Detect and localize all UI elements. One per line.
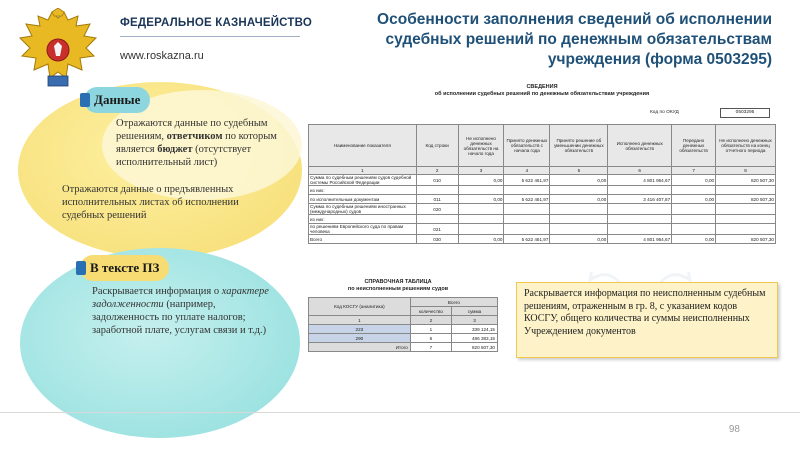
table-cell: 0,00 bbox=[550, 175, 608, 186]
table-cell bbox=[672, 186, 716, 195]
column-header: Наименование показателя bbox=[309, 125, 417, 167]
table-cell bbox=[458, 215, 504, 224]
data-label: Данные bbox=[84, 87, 150, 113]
table-cell bbox=[550, 215, 608, 224]
table-cell: 0,00 bbox=[672, 175, 716, 186]
reference-grid bbox=[308, 297, 498, 352]
table-cell: 5 622 461,97 bbox=[504, 195, 550, 204]
table-row: 290 6 486 383,15 bbox=[309, 334, 498, 343]
bullet-icon bbox=[80, 93, 90, 107]
table-row bbox=[309, 204, 776, 215]
table-cell: Сумма по судебным решениям судов судебной системы Российской Федерации bbox=[309, 175, 417, 186]
table-cell: 0,00 bbox=[550, 235, 608, 244]
table-row bbox=[309, 186, 776, 195]
column-number: 8 bbox=[716, 167, 776, 175]
form-title: СВЕДЕНИЯ об исполнении судебных решений по денежным обязательствам учреждения bbox=[434, 84, 650, 97]
column-header: Передано денежных обязательств bbox=[672, 125, 716, 167]
table-cell bbox=[608, 215, 672, 224]
table-cell: 0,00 bbox=[458, 175, 504, 186]
table-cell bbox=[716, 204, 776, 215]
table-cell bbox=[608, 186, 672, 195]
column-header: количество bbox=[410, 307, 451, 316]
table-cell: 021 bbox=[416, 224, 458, 235]
column-header: сумма bbox=[451, 307, 497, 316]
table-cell: 4 801 954,67 bbox=[608, 175, 672, 186]
table-cell: 0,00 bbox=[458, 195, 504, 204]
reference-table bbox=[308, 277, 508, 357]
double-headed-eagle-emblem-icon bbox=[14, 8, 102, 90]
table-cell bbox=[550, 204, 608, 215]
column-number: 1 bbox=[309, 316, 411, 325]
reference-table-title: СПРАВОЧНАЯ ТАБЛИЦА по неисполненным решениям судов bbox=[347, 279, 449, 292]
table-cell: 010 bbox=[416, 175, 458, 186]
table-cell: 820 507,30 bbox=[716, 175, 776, 186]
table-cell bbox=[608, 224, 672, 235]
column-header: Принято решение об уменьшении денежных обязательств bbox=[550, 125, 608, 167]
section2-text: Отражаются данные о предъявленных исполнительных листах об исполнении судебных решений bbox=[62, 184, 239, 221]
column-header: Код строки bbox=[416, 125, 458, 167]
section1-text: Отражаются данные по судебным решениям, ответчиком по которым является бюджет (отсутствует исполнительный лист) bbox=[116, 118, 277, 168]
section3-text: Раскрывается информация о характере задолженности (например, задолженность по уплате налогов; заработной плате, услугам связи и т.д.) bbox=[92, 286, 269, 336]
okud-code: Код по ОКУД 0503295 bbox=[650, 108, 770, 118]
table-cell bbox=[504, 215, 550, 224]
table-row bbox=[309, 215, 776, 224]
table-cell bbox=[716, 215, 776, 224]
table-row bbox=[309, 224, 776, 235]
table-row bbox=[309, 175, 776, 186]
callout-note: Раскрывается информация по неисполненным судебным решениям, отраженным в гр. 8, с указанием кодов КОСГУ, общего количества и суммы неисполненных Учреждением документов bbox=[516, 282, 778, 358]
column-header: Всего bbox=[410, 298, 497, 307]
column-number: 7 bbox=[672, 167, 716, 175]
table-row bbox=[309, 235, 776, 244]
table-cell: Всего bbox=[309, 235, 417, 244]
column-number: 4 bbox=[504, 167, 550, 175]
table-cell: по решениям Европейского суда по правам человека bbox=[309, 224, 417, 235]
column-header: Не исполнено денежных обязательств на конец отчетного периода bbox=[716, 125, 776, 167]
column-number: 6 bbox=[608, 167, 672, 175]
table-cell: 5 622 461,97 bbox=[504, 235, 550, 244]
table-cell bbox=[550, 224, 608, 235]
table-cell: 0,00 bbox=[672, 195, 716, 204]
divider bbox=[120, 36, 300, 37]
table-cell: 5 622 461,97 bbox=[504, 175, 550, 186]
table-cell bbox=[672, 224, 716, 235]
page-number: 98 bbox=[728, 424, 740, 435]
form-0503295 bbox=[308, 80, 776, 272]
table-cell bbox=[458, 224, 504, 235]
column-header: Исполнено денежных обязательств bbox=[608, 125, 672, 167]
pz-label: В тексте ПЗ bbox=[80, 255, 169, 281]
table-cell bbox=[550, 186, 608, 195]
table-cell: 0,00 bbox=[672, 235, 716, 244]
table-cell: 020 bbox=[416, 204, 458, 215]
column-number: 3 bbox=[458, 167, 504, 175]
footer-divider bbox=[0, 412, 800, 413]
table-row bbox=[309, 195, 776, 204]
table-cell bbox=[672, 204, 716, 215]
slide-title: Особенности заполнения сведений об исполнении судебных решений по денежным обязательствам учреждения (форма 0503295) bbox=[377, 11, 772, 68]
table-cell bbox=[458, 204, 504, 215]
table-cell: 3 416 407,87 bbox=[608, 195, 672, 204]
table-cell bbox=[416, 186, 458, 195]
column-header: Принято денежных обязательств с начала года bbox=[504, 125, 550, 167]
table-cell bbox=[716, 186, 776, 195]
table-row: 223 1 339 124,15 bbox=[309, 325, 498, 334]
table-cell: 0,00 bbox=[550, 195, 608, 204]
table-cell bbox=[504, 186, 550, 195]
table-cell: из них: bbox=[309, 186, 417, 195]
column-number: 2 bbox=[416, 167, 458, 175]
table-cell: 820 507,30 bbox=[716, 235, 776, 244]
organization-name: ФЕДЕРАЛЬНОЕ КАЗНАЧЕЙСТВО bbox=[120, 17, 312, 29]
column-number: 5 bbox=[550, 167, 608, 175]
table-row: Итого 7 820 507,30 bbox=[309, 343, 498, 352]
table-cell: 4 801 954,67 bbox=[608, 235, 672, 244]
column-number: 2 bbox=[410, 316, 451, 325]
table-cell: Сумма по судебным решениям иностранных (международных) судов bbox=[309, 204, 417, 215]
table-cell bbox=[672, 215, 716, 224]
table-cell: 0,00 bbox=[458, 235, 504, 244]
table-cell: по исполнительным документам bbox=[309, 195, 417, 204]
column-header: Не исполнено денежных обязательств на начало года bbox=[458, 125, 504, 167]
form-table bbox=[308, 124, 776, 244]
table-cell bbox=[504, 224, 550, 235]
table-cell bbox=[504, 204, 550, 215]
website-link[interactable]: www.roskazna.ru bbox=[120, 50, 204, 62]
column-number: 3 bbox=[451, 316, 497, 325]
column-number: 1 bbox=[309, 167, 417, 175]
table-cell: 820 507,30 bbox=[716, 195, 776, 204]
column-header: Код КОСГУ (аналитика) bbox=[309, 298, 411, 316]
table-cell bbox=[458, 186, 504, 195]
table-cell bbox=[716, 224, 776, 235]
table-cell: из них: bbox=[309, 215, 417, 224]
table-cell: 030 bbox=[416, 235, 458, 244]
bullet-icon bbox=[76, 261, 86, 275]
table-cell: 011 bbox=[416, 195, 458, 204]
table-cell bbox=[608, 204, 672, 215]
table-cell bbox=[416, 215, 458, 224]
